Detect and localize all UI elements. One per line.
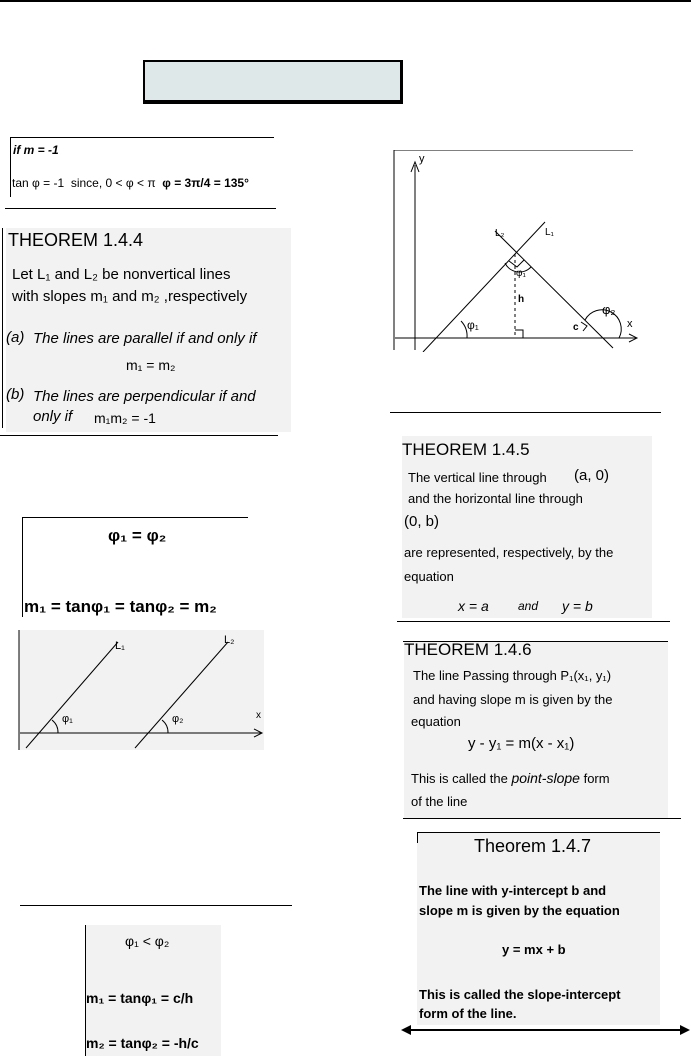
theorem-146-eq: y - y₁ = m(x - x₁): [468, 735, 575, 752]
example-left-rule: [10, 137, 11, 197]
perp-fig-line-L2: [423, 222, 545, 352]
theorem-146-l1: The line Passing through P₁(x₁, y₁): [413, 668, 612, 683]
example-since: since, 0 < φ < π: [70, 176, 156, 190]
theorem-144-b-text: The lines are perpendicular if and: [33, 388, 256, 405]
theorem-146-l2: and having slope m is given by the: [413, 692, 613, 707]
perp-eq1: φ₁ < φ₂: [125, 933, 170, 949]
perp-fig-label-h: h: [518, 294, 525, 305]
theorem-146-heading: THEOREM 1.4.6: [404, 640, 532, 659]
parallel-figure: [18, 628, 268, 753]
perp-eq3: m₂ = tanφ₂ = -h/c: [86, 1035, 199, 1051]
perp-fig-bottom-rule: [390, 412, 661, 413]
perp-fig-label-phi1-top: φ₁: [516, 268, 526, 279]
example-top-rule: [10, 137, 274, 138]
theorem-146-l4a: This is called the: [411, 771, 508, 786]
theorem-146-l4: [411, 770, 610, 786]
parallel-fig-line2: [135, 642, 228, 748]
theorem-144-intro-2: with slopes m₁ and m₂ ,respectively: [12, 288, 248, 305]
theorem-145-l2: and the horizontal line through: [408, 491, 583, 506]
perp-eq2: m₁ = tanφ₁ = c/h: [86, 990, 194, 1006]
theorem-146-l4c: form: [583, 771, 610, 786]
theorem-145-and: and: [518, 599, 539, 613]
theorem-146-l3: equation: [411, 714, 461, 729]
theorem-145-heading: THEOREM 1.4.5: [402, 440, 530, 459]
theorem-144-left-rule: [2, 228, 3, 428]
perp-fig-right-angle-top: [509, 260, 524, 267]
perp-fig-arc-arrow: [581, 322, 587, 331]
theorem-146-point-slope: point-slope: [511, 770, 580, 786]
perp-box-top-rule: [20, 905, 292, 906]
parallel-fig-label-phi1: φ₁: [62, 713, 73, 725]
perp-fig-right-angle-base: [515, 330, 523, 338]
theorem-147-top-rule-outer: [403, 818, 681, 819]
theorem-147-double-arrow: [401, 1023, 691, 1037]
perp-fig-label-L2: L₂: [495, 228, 505, 239]
perp-fig-label-x: x: [627, 318, 633, 330]
example-line1: if m = -1: [13, 143, 59, 157]
theorem-145-eq-a: x = a: [458, 598, 489, 614]
perp-fig-label-L1: L₁: [545, 227, 554, 238]
parallel-fig-label-phi2: φ₂: [172, 713, 184, 725]
parallel-fig-arc1: [52, 720, 58, 733]
theorem-147-heading: Theorem 1.4.7: [474, 836, 592, 856]
example-bottom-rule: [5, 208, 276, 209]
theorem-147-l2: slope m is given by the equation: [419, 903, 620, 918]
theorem-147-l3: This is called the slope-intercept: [419, 987, 621, 1002]
parallel-fig-arc2: [162, 720, 168, 733]
theorem-146-l5: of the line: [411, 794, 468, 809]
theorem-145-l5: equation: [404, 569, 454, 584]
example-tan-eq: tan φ = -1: [12, 176, 65, 190]
theorem-145-bottom-rule: [397, 621, 670, 622]
theorem-145-eq-b: y = b: [562, 598, 593, 614]
theorem-145-l1: The vertical line through: [408, 470, 547, 485]
perp-fig-label-phi2: φ₂: [602, 302, 616, 317]
theorem-145-point-a: (a, 0): [574, 467, 610, 484]
parallel-fig-line1: [26, 642, 118, 748]
parallel-fig-label-L2: L₂: [224, 634, 235, 646]
theorem-145-l4: are represented, respectively, by the: [404, 545, 614, 560]
theorem-147-l4: form of the line.: [419, 1006, 517, 1021]
title-box: [143, 60, 403, 104]
theorem-144-intro-1: Let L₁ and L₂ be nonvertical lines: [12, 266, 231, 283]
perp-fig-line-L1: [495, 231, 616, 348]
theorem-147-eq: y = mx + b: [502, 942, 566, 957]
example-line2: [12, 176, 249, 190]
top-rule: [0, 0, 691, 2]
theorem-147-left-tick: [417, 833, 418, 843]
example-angle-result: φ = 3π/4 = 135°: [162, 176, 249, 190]
perp-fig-label-c: c: [573, 322, 579, 333]
parallel-box-left-rule: [22, 517, 23, 617]
theorem-144-b-text2: only if: [33, 408, 73, 425]
perp-fig-label-y: y: [419, 153, 425, 165]
theorem-144-b-eq: m₁m₂ = -1: [94, 410, 156, 426]
perp-figure: [393, 150, 643, 352]
parallel-fig-label-L1: L₁: [115, 640, 125, 652]
theorem-145-panel: [402, 436, 652, 618]
parallel-eq2: m₁ = tanφ₁ = tanφ₂ = m₂: [24, 597, 217, 616]
theorem-144-a-label: (a): [6, 329, 25, 346]
theorem-144-bottom-rule: [0, 435, 278, 436]
theorem-144-b-label: (b): [6, 386, 25, 403]
theorem-145-point-b: (0, b): [404, 513, 440, 530]
theorem-144-a-text: The lines are parallel if and only if: [33, 330, 257, 347]
theorem-147-l1: The line with y-intercept b and: [419, 883, 607, 898]
perp-fig-label-phi1: φ₁: [467, 318, 479, 332]
parallel-eq1: φ₁ = φ₂: [108, 526, 167, 545]
parallel-box-top-rule: [22, 517, 248, 518]
theorem-144-heading: THEOREM 1.4.4: [8, 230, 144, 250]
parallel-fig-label-x: x: [256, 710, 261, 721]
theorem-144-a-eq: m₁ = m₂: [126, 357, 176, 373]
